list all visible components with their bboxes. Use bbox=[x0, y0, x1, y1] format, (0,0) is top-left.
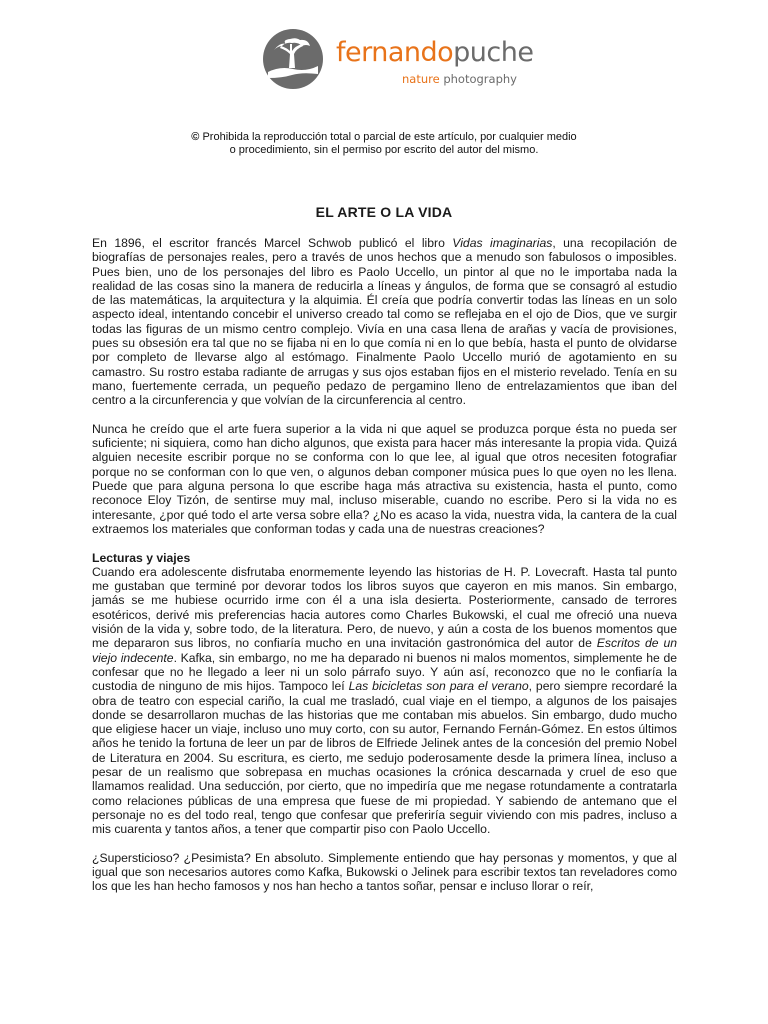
paragraph-1-text-b: , una recopilación de biografías de personajes reales, pero a través de unos hechos que a menudo son fabulosos o imposibles. Pues bien, uno de los personajes del libro es Paolo Uccello, un pintor al que no le importaba nada la realidad de las cosas sino la manera de reducirla a líneas y ángulos, de forma que se consagró al estudio de las matemáticas, la arquitectura y la alquimia. Él creía que podría convertir todas las líneas en un solo aspecto ideal, intentando concebir el universo creado tal como se reflejaba en el ojo de Dios, que ve surgir todas las figuras de un mismo centro complejo. Vivía en una casa llena de arañas y vacía de provisiones, pues su obsesión era tal que no se fijaba ni en lo que comía ni en lo que bebía, hasta el punto de olvidarse por completo de llevarse algo al estómago. Finalmente Paolo Uccello murió de agotamiento en su camastro. Su rostro estaba radiante de arrugas y sus ojos estaban fijos en el misterio revelado. Tenía en su mano, fuertemente cerrada, un pequeño pedazo de pergamino lleno de entrelazamientos que iban del centro a la circunferencia y que volvían de la circunferencia al centro. bbox=[92, 236, 677, 408]
brand-name-part1: fernando bbox=[336, 37, 454, 68]
book-title-bicicletas: Las bicicletas son para el verano bbox=[348, 679, 529, 694]
brand-name-part2: puche bbox=[453, 37, 534, 68]
book-title-vidas-imaginarias: Vidas imaginarias bbox=[452, 236, 553, 250]
paragraph-1-text-a: En 1896, el escritor francés Marcel Schwob publicó el libro bbox=[92, 236, 453, 250]
brand-tagline-part2: photography bbox=[439, 72, 517, 86]
brand-name bbox=[336, 38, 534, 68]
brand-logo bbox=[262, 28, 534, 92]
paragraph-4: ¿Supersticioso? ¿Pesimista? En absoluto. Simplemente entiendo que hay personas y momentos, y que al igual que son necesarios autores como Kafka, Bukowski o Jelinek para escribir textos tan reveladores como los que les han hecho famosos y nos han hecho a tantos soñar, pensar e incluso llorar o reír, bbox=[92, 850, 677, 894]
book-title-escritos: Escritos de un viejo indecente bbox=[92, 636, 677, 665]
baobab-tree-logo-icon bbox=[262, 28, 324, 90]
copyright-text-1: Prohibida la reproducción total o parcial de este artículo, por cualquier medio bbox=[199, 131, 577, 143]
copyright-line-1 bbox=[120, 131, 648, 144]
brand-tagline bbox=[402, 72, 517, 86]
article-body bbox=[92, 236, 677, 894]
paragraph-1 bbox=[92, 236, 677, 408]
paragraph-3-text-b: . Kafka, sin embargo, no me ha deparado ni buenos ni malos momentos, simplemente he de confesar que no he llegado a leer ni un solo párrafo suyo. Y aún así, reconozco que no le confiaría la custodia de ninguno de mis hijos. Tampoco leí bbox=[92, 650, 678, 694]
paragraph-3 bbox=[92, 565, 677, 837]
paragraph-3-text-a: Cuando era adolescente disfrutaba enormemente leyendo las historias de H. P. Lovecraft. Hasta tal punto me gustaban que terminé por devorar todos los libros suyos que cayeron en mis manos. Sin embargo, jamás se me hubiese ocurrido irme con él a una isla desierta. Posteriormente, cansado de terrores esotéricos, derivé mis preferencias hacia autores como Charles Bukowski, el cual me ofreció una nueva visión de la vida y, sobre todo, de la literatura. Pero, de nuevo, y aún a costa de los buenos momentos que me depararon sus libros, no confiaría mucho en una invitación gastronómica del autor de bbox=[92, 564, 677, 651]
copyright-notice bbox=[120, 131, 648, 157]
article-title: EL ARTE O LA VIDA bbox=[315, 204, 453, 220]
brand-tagline-part1: nature bbox=[402, 72, 440, 86]
section-heading: Lecturas y viajes bbox=[92, 550, 191, 565]
copyright-symbol: © bbox=[191, 131, 200, 143]
copyright-line-2: o procedimiento, sin el permiso por escrito del autor del mismo. bbox=[229, 144, 539, 156]
paragraph-3-text-c: , pero siempre recordaré la obra de teatro con especial cariño, la cual me trasladó, cual viaje en el tiempo, a algunos de los paisajes donde se desarrollaron muchas de las historias que me contaban mis abuelos. Sin embargo, dudo mucho que eligiese hacer un viaje, incluso uno muy corto, con su autor, Fernando Fernán-Gómez. En estos últimos años he tenido la fortuna de leer un par de libros de Elfriede Jelinek antes de la concesión del premio Nobel de Literatura en 2004. Su escritura, es cierto, me sedujo poderosamente desde la primera línea, incluso a pesar de un realismo que sobrepasa en muchas ocasiones la crónica descarnada y cruel de eso que llamamos realidad. Una seducción, por cierto, que no impediría que me negase rotundamente a contratarla como relaciones públicas de una empresa que fuese de mi propiedad. Y sabiendo de antemano que el personaje no es del todo real, tengo que confesar que preferiría seguir viviendo con mis padres, incluso a mis cuarenta y tantos años, a tener que compartir piso con Paolo Uccello. bbox=[92, 679, 678, 837]
paragraph-2: Nunca he creído que el arte fuera superior a la vida ni que aquel se produzca porque ésta no pueda ser suficiente; ni siquiera, como han dicho algunos, que exista para hacer más interesante la propia vida. Quizá alguien necesite escribir porque no se conforma con lo que lee, al igual que otros necesiten fotografiar porque no se conforman con lo que ven, o algunos deban componer música pues lo que oyen no les llena. Puede que para alguna persona lo que escribe haga más atractiva su existencia, hasta el punto, como reconoce Eloy Tizón, de sentirse muy mal, incluso miserable, cuando no escribe. Pero si la vida no es interesante, ¿por qué todo el arte versa sobre ella? ¿No es acaso la vida, nuestra vida, la cantera de la cual extraemos los materiales que conforman todas y cada una de nuestras creaciones? bbox=[92, 421, 677, 536]
